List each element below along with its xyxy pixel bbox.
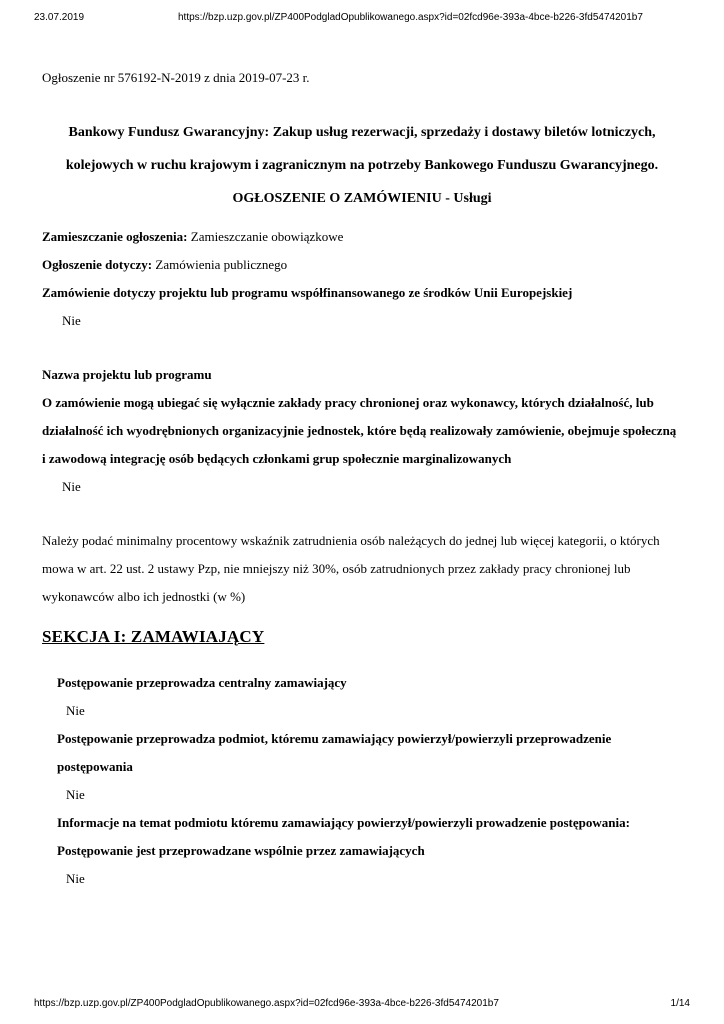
employment-indicator-paragraph: Należy podać minimalny procentowy wskaźnik zatrudnienia osób należących do jednej lub więcej kategorii, o których mowa w art. 22 ust. 2 ustawy Pzp, nie mniejszy niż 30%, osób zatrudnionych przez zakłady pracy chronionej lub wykonawców albo ich jednostki (w %) <box>42 533 660 604</box>
print-header-url: https://bzp.uzp.gov.pl/ZP400PodgladOpublikowanego.aspx?id=02fcd96e-393a-4bce-b226-3fd5474201b7 <box>178 12 643 23</box>
eu-funding-answer: Nie <box>62 313 81 328</box>
document-page <box>42 0 682 893</box>
spacer <box>42 335 682 361</box>
sheltered-workshops-paragraph: O zamówienie mogą ubiegać się wyłącznie zakłady pracy chronionej oraz wykonawcy, których działalność, lub działalność ich wyodrębnionych organizacyjnie jednostek, które będą realizowały zamówienie, obejmuje społeczną i zawodową integrację osób będących członkami grup społecznie marginalizowanych <box>42 395 677 466</box>
field-publication <box>42 223 682 251</box>
section-item-value: Nie <box>66 703 85 718</box>
field-concerns <box>42 251 682 279</box>
field-publication-label: Zamieszczanie ogłoszenia: <box>42 229 188 244</box>
document-subtitle: OGŁOSZENIE O ZAMÓWIENIU - Usługi <box>232 191 492 206</box>
section-1-list <box>42 669 682 893</box>
field-concerns-label: Ogłoszenie dotyczy: <box>42 257 153 272</box>
print-footer-url: https://bzp.uzp.gov.pl/ZP400PodgladOpublikowanego.aspx?id=02fcd96e-393a-4bce-b226-3fd5474201b7 <box>34 998 499 1009</box>
eu-funding-heading: Zamówienie dotyczy projektu lub programu współfinansowanego ze środków Unii Europejskiej <box>42 285 573 300</box>
section-item-label: Postępowanie jest przeprowadzane wspólnie przez zamawiających <box>57 843 425 858</box>
section-item-label: Postępowanie przeprowadza centralny zamawiający <box>57 675 347 690</box>
page-number: 1/14 <box>670 998 690 1009</box>
print-date: 23.07.2019 <box>34 12 85 23</box>
notice-number: Ogłoszenie nr 576192-N-2019 z dnia 2019-07-23 r. <box>42 70 310 85</box>
print-footer <box>34 998 690 1010</box>
field-concerns-value: Zamówienia publicznego <box>155 257 288 272</box>
section-item-value: Nie <box>66 787 85 802</box>
section-item-label: Postępowanie przeprowadza podmiot, któremu zamawiający powierzył/powierzyli przeprowadzenie postępowania <box>57 731 612 774</box>
section-item-label: Informacje na temat podmiotu któremu zamawiający powierzył/powierzyli prowadzenie postępowania: <box>57 815 630 830</box>
project-name-heading: Nazwa projektu lub programu <box>42 367 212 382</box>
section-1-heading: SEKCJA I: ZAMAWIAJĄCY <box>42 627 265 646</box>
field-publication-value: Zamieszczanie obowiązkowe <box>190 229 344 244</box>
spacer <box>42 501 682 527</box>
document-title: Bankowy Fundusz Gwarancyjny: Zakup usług rezerwacji, sprzedaży i dostawy biletów lotniczych, kolejowych w ruchu krajowym i zagranicznym na potrzeby Bankowego Funduszu Gwarancyjnego. <box>65 125 659 173</box>
sheltered-workshops-answer: Nie <box>62 479 81 494</box>
section-item-value: Nie <box>66 871 85 886</box>
